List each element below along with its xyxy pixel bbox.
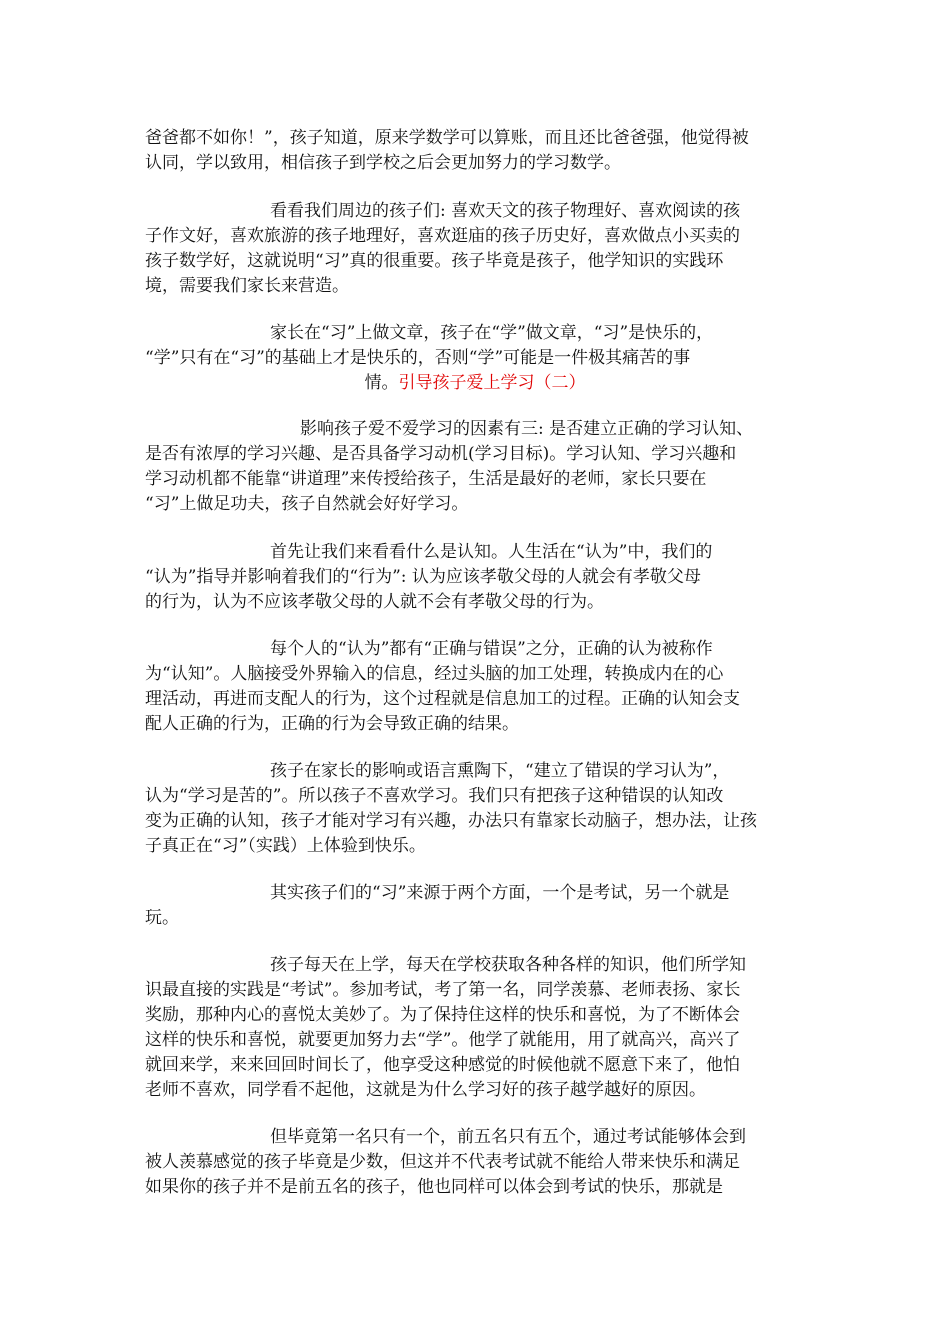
text-line: 理活动，再进而支配人的行为，这个过程就是信息加工的过程。正确的认知会支 <box>145 689 740 709</box>
text-line: “习”上做足功夫，孩子自然就会好好学习。 <box>145 494 469 514</box>
text-line: 学习动机都不能靠“讲道理”来传授给孩子，生活是最好的老师，家长只要在 <box>145 469 707 489</box>
text-fragment: 情。 <box>364 373 399 393</box>
text-line: 但毕竟第一名只有一个，前五名只有五个，通过考试能够体会到 <box>270 1127 746 1147</box>
heading-line <box>145 370 805 396</box>
text-line: 变为正确的认知，孩子才能对学习有兴趣，办法只有靠家长动脑子，想办法，让孩 <box>145 811 757 831</box>
text-line: 老师不喜欢，同学看不起他，这就是为什么学习好的孩子越学越好的原因。 <box>145 1080 706 1100</box>
text-line: 被人羡慕感觉的孩子毕竟是少数，但这并不代表考试就不能给人带来快乐和满足 <box>145 1152 740 1172</box>
text-line: 为“认知”。人脑接受外界输入的信息，经过头脑的加工处理，转换成内在的心 <box>145 664 724 684</box>
text-line: 如果你的孩子并不是前五名的孩子，他也同样可以体会到考试的快乐，那就是 <box>145 1177 723 1197</box>
section-heading: 引导孩子爱上学习（二） <box>398 373 586 393</box>
text-line: 识最直接的实践是“考试”。参加考试，考了第一名，同学羡慕、老师表扬、家长 <box>145 980 741 1000</box>
text-line: 认为“学习是苦的”。所以孩子不喜欢学习。我们只有把孩子这种错误的认知改 <box>145 786 724 806</box>
text-line: 每个人的“认为”都有“正确与错误”之分，正确的认为被称作 <box>270 639 713 659</box>
text-line: 就回来学，来来回回时间长了，他享受这种感觉的时候他就不愿意下来了，他怕 <box>145 1055 740 1075</box>
text-line: 子作文好，喜欢旅游的孩子地理好，喜欢逛庙的孩子历史好，喜欢做点小买卖的 <box>145 226 740 246</box>
text-line: “认为”指导并影响着我们的“行为”: 认为应该孝敬父母的人就会有孝敬父母 <box>145 567 701 587</box>
text-line: 是否有浓厚的学习兴趣、是否具备学习动机(学习目标)。学习认知、学习兴趣和 <box>145 444 737 464</box>
text-line: 看看我们周边的孩子们: 喜欢天文的孩子物理好、喜欢阅读的孩 <box>270 201 741 221</box>
text-line: 配人正确的行为，正确的行为会导致正确的结果。 <box>145 714 519 734</box>
text-line: 这样的快乐和喜悦，就要更加努力去“学”。他学了就能用，用了就高兴，高兴了 <box>145 1030 741 1050</box>
text-line: 孩子每天在上学，每天在学校获取各种各样的知识，他们所学知 <box>270 955 746 975</box>
text-line: 认同，学以致用，相信孩子到学校之后会更加努力的学习数学。 <box>145 153 621 173</box>
text-line: 境，需要我们家长来营造。 <box>145 276 349 296</box>
text-line: 其实孩子们的“习”来源于两个方面，一个是考试，另一个就是 <box>270 883 730 903</box>
text-line: 孩子在家长的影响或语言熏陶下，“建立了错误的学习认为”， <box>270 761 730 781</box>
text-line: 子真正在“习”（实践）上体验到快乐。 <box>145 836 426 856</box>
text-line: 的行为，认为不应该孝敬父母的人就不会有孝敬父母的行为。 <box>145 592 604 612</box>
text-line: 首先让我们来看看什么是认知。人生活在“认为”中，我们的 <box>270 542 713 562</box>
text-line: 爸爸都不如你！”，孩子知道，原来学数学可以算账，而且还比爸爸强，他觉得被 <box>145 128 749 148</box>
text-line: “学”只有在“习”的基础上才是快乐的，否则“学”可能是一件极其痛苦的事 <box>145 348 691 368</box>
text-line: 奖励，那种内心的喜悦太美妙了。为了保持住这样的快乐和喜悦，为了不断体会 <box>145 1005 740 1025</box>
text-line: 孩子数学好，这就说明“习”真的很重要。孩子毕竟是孩子，他学知识的实践环 <box>145 251 724 271</box>
text-line: 家长在“习”上做文章，孩子在“学”做文章，“习”是快乐的， <box>270 323 714 343</box>
text-line: 玩。 <box>145 908 179 928</box>
text-line: 影响孩子爱不爱学习的因素有三: 是否建立正确的学习认知、 <box>300 419 754 439</box>
